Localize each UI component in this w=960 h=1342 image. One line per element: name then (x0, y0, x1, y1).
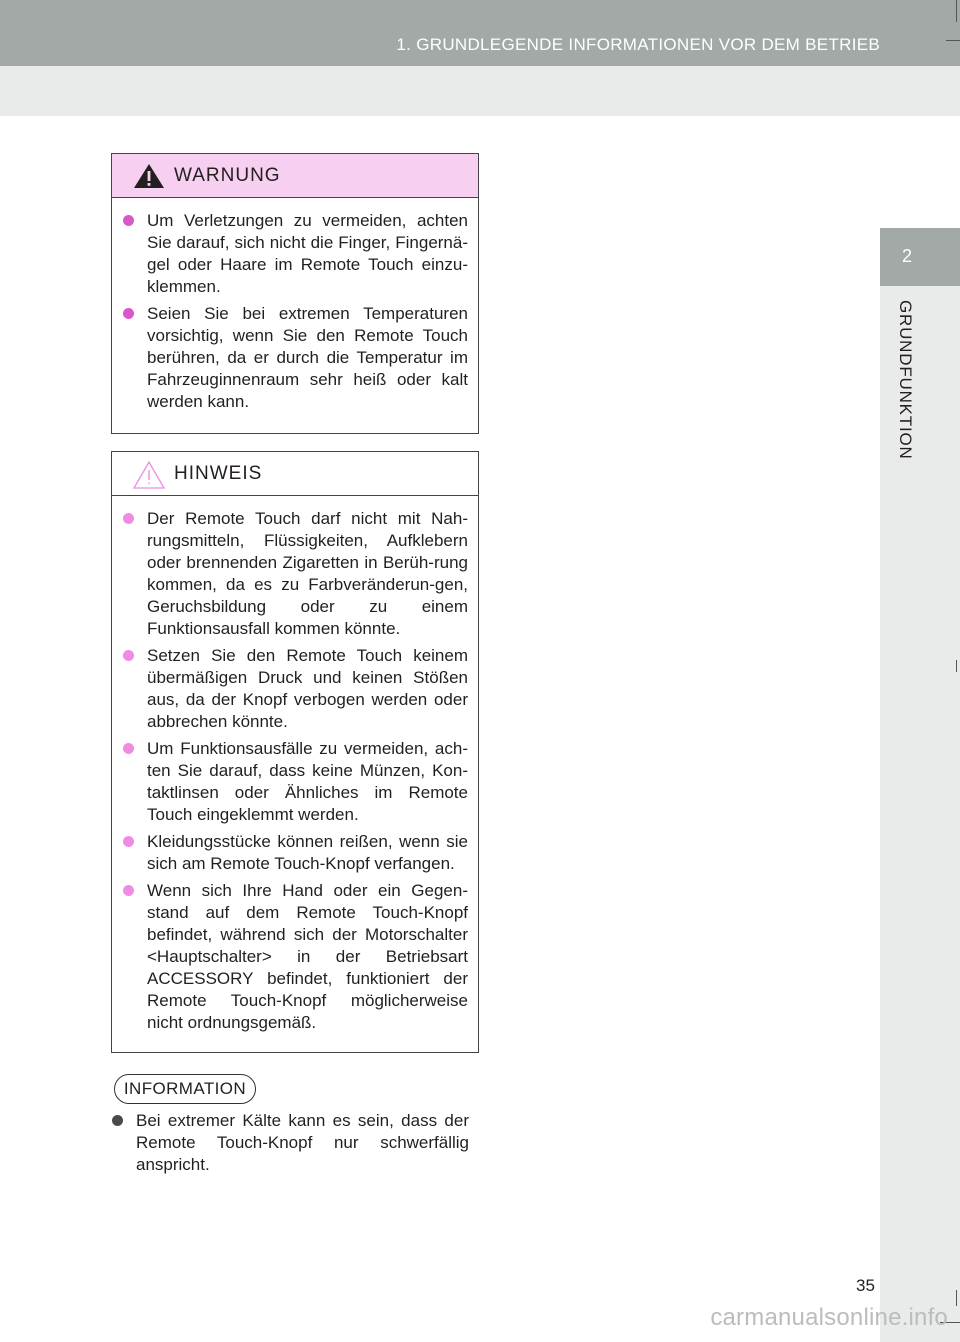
list-item (122, 738, 468, 826)
list-item-text: Seien Sie bei extremen Temperaturen vorsichtig, wenn Sie den Remote Touch berühren, da er durch die Temperatur im Fahrzeuginnenraum sehr heiß oder kalt werden kann. (147, 304, 468, 411)
list-item (122, 645, 468, 733)
list-item-text: Um Verletzungen zu vermeiden, achten Sie darauf, sich nicht die Finger, Fingernä-gel oder Haare im Remote Touch einzu-klemmen. (147, 211, 468, 296)
list-item-text: Kleidungsstücke können reißen, wenn sie sich am Remote Touch-Knopf verfangen. (147, 832, 468, 873)
notice-list (112, 496, 478, 1053)
warning-title: WARNUNG (174, 165, 281, 186)
list-item-text: Setzen Sie den Remote Touch keinem übermäßigen Druck und keinen Stößen aus, da der Knopf verbogen werden oder abbrechen könnte. (147, 646, 468, 731)
warning-box (111, 153, 479, 434)
section-number-tab (880, 228, 960, 286)
list-item (122, 210, 468, 298)
list-item-text: Der Remote Touch darf nicht mit Nah-rungsmitteln, Flüssigkeiten, Aufklebern oder brennenden Zigaretten in Berüh-rung kommen, da es zu Farbveränderun-gen, Geruchsbildung oder zu einem Funktionsausfall kommen könnte. (147, 509, 468, 638)
information-title: INFORMATION (123, 1079, 247, 1098)
information-list (111, 1110, 469, 1181)
list-item (122, 303, 468, 413)
information-label (114, 1074, 256, 1104)
bullet-icon (112, 1115, 123, 1126)
list-item (122, 880, 468, 1034)
bullet-icon (123, 885, 134, 896)
chapter-title: 1. GRUNDLEGENDE INFORMATIONEN VOR DEM BETRIEB (396, 35, 880, 54)
caution-triangle-icon (132, 460, 166, 490)
list-item-text: Wenn sich Ihre Hand oder ein Gegen-stand auf dem Remote Touch-Knopf befindet, während sich der Motorschalter <Hauptschalter> in der Betriebsart ACCESSORY befindet, funktioniert der Remote Touch-Knopf möglicherweise nicht ordnungsgemäß. (147, 881, 468, 1032)
notice-box (111, 451, 479, 1053)
notice-title: HINWEIS (174, 463, 263, 484)
crop-mark (946, 40, 960, 41)
list-item-text: Um Funktionsausfälle zu vermeiden, ach-ten Sie darauf, dass keine Münzen, Kon-taktlinsen oder Ähnliches im Remote Touch eingeklemmt werden. (147, 739, 468, 824)
bullet-icon (123, 308, 134, 319)
watermark: carmanualsonline.info (710, 1304, 948, 1331)
crop-mark (956, 0, 957, 22)
header-subbar (0, 66, 960, 116)
side-band (880, 286, 960, 1342)
page-number: 35 (856, 1276, 875, 1295)
list-item (122, 508, 468, 640)
section-number: 2 (901, 246, 912, 266)
warning-header (112, 154, 478, 198)
notice-header (112, 452, 478, 496)
list-item (111, 1110, 469, 1176)
bullet-icon (123, 650, 134, 661)
crop-mark (956, 1290, 957, 1306)
warning-list (112, 198, 478, 432)
list-item (122, 831, 468, 875)
warning-triangle-icon (132, 162, 166, 190)
bullet-icon (123, 513, 134, 524)
bullet-icon (123, 836, 134, 847)
crop-mark (956, 660, 957, 672)
bullet-icon (123, 743, 134, 754)
section-label: GRUNDFUNKTION (896, 300, 915, 460)
header-bar (0, 0, 960, 66)
list-item-text: Bei extremer Kälte kann es sein, dass der Remote Touch-Knopf nur schwerfällig anspricht. (136, 1111, 469, 1174)
bullet-icon (123, 215, 134, 226)
